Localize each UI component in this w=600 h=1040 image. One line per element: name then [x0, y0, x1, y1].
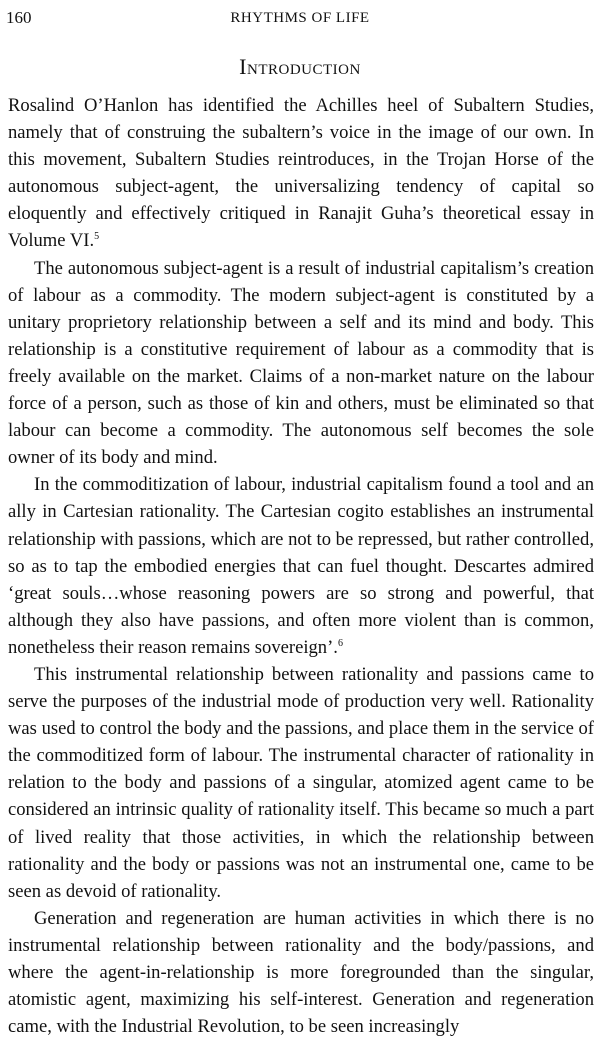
body-text: [8, 92, 594, 1040]
running-head: [6, 6, 594, 30]
footnote-marker: 6: [337, 637, 343, 649]
paragraph-text: The autonomous subject-agent is a result of industrial capitalism’s creation of labour as a commodity. The modern subject-agent is constituted by a unitary proprietory relationship between a self and its mind and body. This relationship is a constitutive requirement of labour as a commodity that is freely available on the market. Claims of a non-market nature on the labour force of a person, such as those of kin and others, must be eliminated so that labour can become a commodity. The autonomous self becomes the sole owner of its body and mind.: [8, 257, 594, 469]
paragraph-3: [8, 471, 594, 661]
paragraph-text: Generation and regeneration are human activities in which there is no instrumental relationship between rationality and the body/passions, and where the agent-in-relationship is more foregrounded than the singular, atomistic agent, maximizing his self-interest. Generation and regeneration came, with the Industrial Revolution, to be seen increasingly: [8, 907, 594, 1038]
page-number: 160: [6, 8, 32, 27]
paragraph-1: [8, 92, 594, 255]
running-title: RHYTHMS OF LIFE: [230, 10, 370, 26]
paragraph-text: In the commoditization of labour, industrial capitalism found a tool and an ally in Cartesian rationality. The Cartesian cogito establishes an instrumental relationship with passions, which are not to be repressed, but rather controlled, so as to tap the embodied energies that can fuel thought. Descartes admired ‘great souls…whose reasoning powers are so strong and powerful, that although they also have passions, and often more violent than is common, nonetheless their reason remains sovereign’.: [8, 474, 594, 658]
paragraph-4: [8, 661, 594, 905]
paragraph-2: [8, 255, 594, 472]
paragraph-5: [8, 905, 594, 1040]
section-title: Introduction: [239, 54, 361, 79]
paragraph-text: This instrumental relationship between rationality and passions came to serve the purposes of the industrial mode of production very well. Rationality was used to control the body and the passions, and place them in the service of the commoditized form of labour. The instrumental character of rationality in relation to the body and passions of a singular, atomized agent came to be considered an intrinsic quality of rationality itself. This became so much a part of lived reality that those activities, in which the relationship between rationality and the body or passions was not an instrumental one, came to be seen as devoid of rationality.: [8, 663, 594, 902]
paragraph-text: Rosalind O’Hanlon has identified the Achilles heel of Subaltern Studies, namely that of construing the subaltern’s voice in the image of our own. In this movement, Subaltern Studies reintroduces, in the Trojan Horse of the autonomous subject-agent, the universalizing tendency of capital so eloquently and effectively critiqued in Ranajit Guha’s theoretical essay in Volume VI.: [8, 95, 594, 252]
footnote-marker: 5: [94, 231, 100, 243]
